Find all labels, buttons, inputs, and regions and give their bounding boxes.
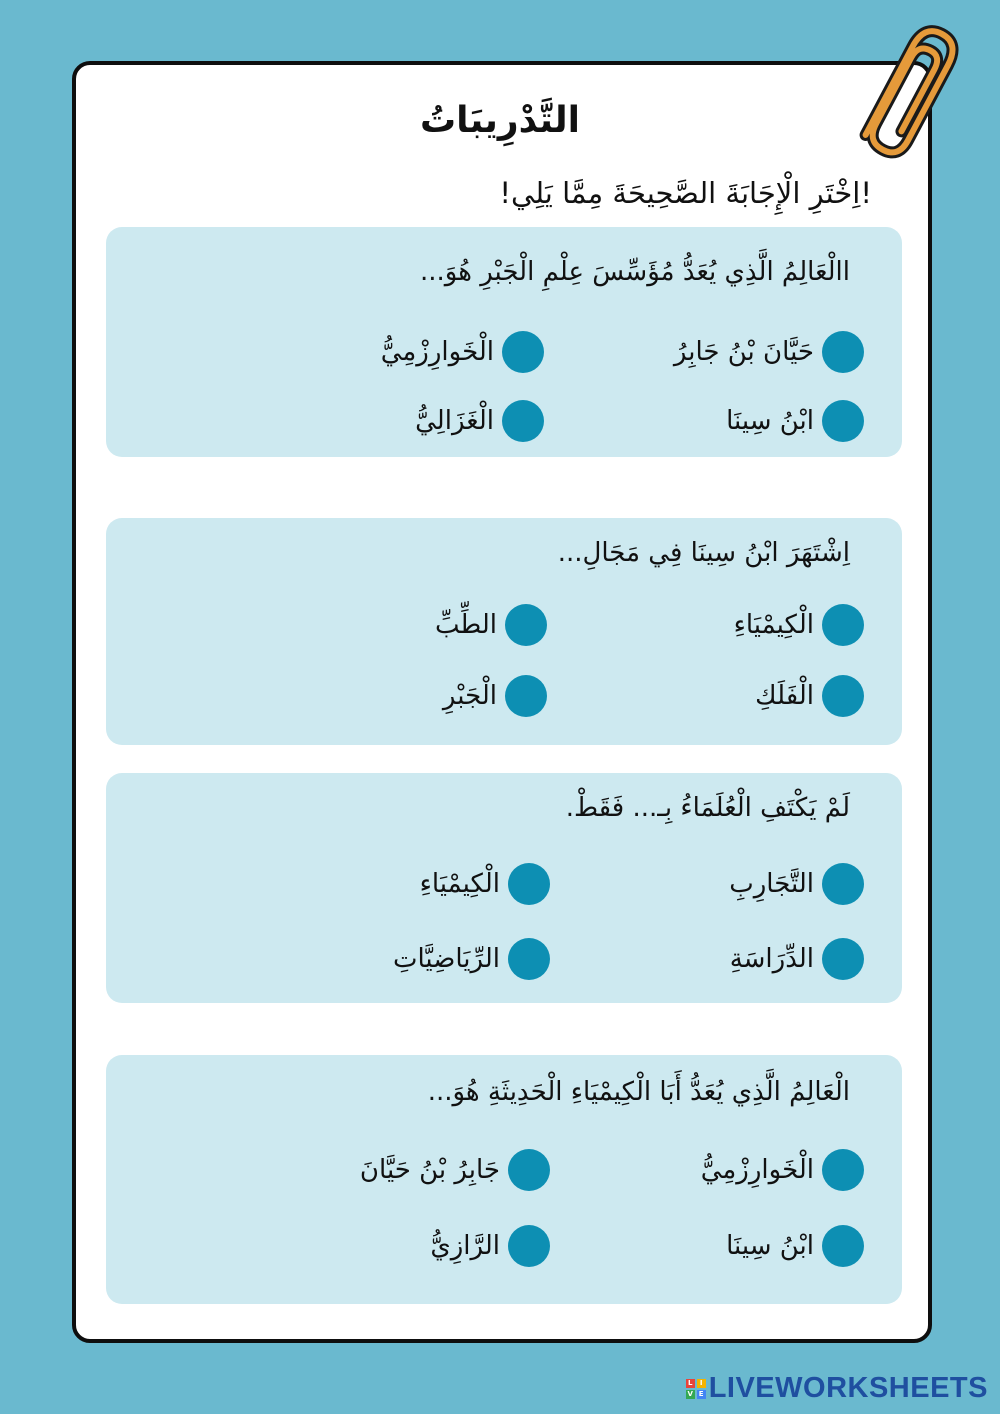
radio-button-icon[interactable] [508,863,550,905]
answer-option[interactable] [415,400,544,442]
question-box [106,227,902,457]
liveworksheets-logo-icon [686,1379,706,1399]
answer-label: الْخَوارِزْمِيُّ [700,1155,814,1185]
question-box [106,518,902,745]
answer-label: الْفَلَكِ [755,681,814,711]
answer-label: الرَّازِيُّ [430,1231,500,1261]
answer-option[interactable] [674,331,864,373]
page-title: التَّدْرِيبَاتُ [420,100,580,141]
radio-button-icon[interactable] [822,331,864,373]
answer-option[interactable] [435,604,547,646]
radio-button-icon[interactable] [822,604,864,646]
paperclip-icon [852,14,962,164]
answer-option[interactable] [360,1149,550,1191]
answer-label: ابْنُ سِينَا [726,1231,814,1261]
answer-option[interactable] [701,1149,864,1191]
question-box [106,1055,902,1304]
radio-button-icon[interactable] [822,1149,864,1191]
logo-letter: E [697,1390,706,1399]
radio-button-icon[interactable] [822,938,864,980]
radio-button-icon[interactable] [505,675,547,717]
answer-label: الدِّرَاسَةِ [729,944,814,974]
answer-label: الْكِيمْيَاءِ [733,610,814,640]
radio-button-icon[interactable] [822,863,864,905]
liveworksheets-brand [686,1372,988,1405]
radio-button-icon[interactable] [508,1149,550,1191]
answer-option[interactable] [730,938,864,980]
brand-name: LIVEWORKSHEETS [708,1372,988,1404]
answer-option[interactable] [393,938,550,980]
question-text: لَمْ يَكْتَفِ الْعُلَمَاءُ بِـ... فَقَطْ. [565,793,850,823]
question-text: االْعَالِمُ الَّذِي يُعَدُّ مُؤَسِّسَ عِلْمِ الْجَبْرِ هُوَ... [420,257,850,287]
answer-option[interactable] [726,400,864,442]
radio-button-icon[interactable] [822,400,864,442]
instruction-text: !اِخْتَرِ الْإِجَابَةَ الصَّحِيحَةَ مِمَّا يَلِي! [499,176,872,210]
answer-option[interactable] [734,604,864,646]
answer-option[interactable] [381,331,544,373]
answer-option[interactable] [755,675,864,717]
radio-button-icon[interactable] [505,604,547,646]
logo-letter: I [697,1379,706,1388]
radio-button-icon[interactable] [822,1225,864,1267]
answer-label: الرِّيَاضِيَّاتِ [393,944,500,974]
answer-label: الْخَوارِزْمِيُّ [380,337,494,367]
answer-label: جَابِرُ بْنُ حَيَّانَ [359,1155,500,1185]
answer-option[interactable] [443,675,547,717]
answer-option[interactable] [420,863,550,905]
radio-button-icon[interactable] [502,331,544,373]
logo-letter: L [686,1379,695,1388]
answer-option[interactable] [729,863,864,905]
answer-label: ابْنُ سِينَا [726,406,814,436]
radio-button-icon[interactable] [822,675,864,717]
question-text: الْعَالِمُ الَّذِي يُعَدُّ أَبَا الْكِيمْيَاءِ الْحَدِيثَةِ هُوَ... [427,1077,850,1107]
question-box [106,773,902,1003]
radio-button-icon[interactable] [502,400,544,442]
answer-label: الطِّبِّ [434,610,497,640]
answer-label: الْجَبْرِ [442,681,497,711]
logo-letter: V [687,1389,693,1398]
answer-label: التَّجَارِبِ [729,869,814,899]
answer-label: الْغَزَالِيُّ [415,406,494,436]
answer-label: الْكِيمْيَاءِ [419,869,500,899]
radio-button-icon[interactable] [508,938,550,980]
question-text: اِشْتَهَرَ ابْنُ سِينَا فِي مَجَالِ... [557,538,850,568]
answer-option[interactable] [430,1225,550,1267]
radio-button-icon[interactable] [508,1225,550,1267]
answer-option[interactable] [726,1225,864,1267]
answer-label: حَيَّانَ بْنُ جَابِرُ [673,337,814,367]
